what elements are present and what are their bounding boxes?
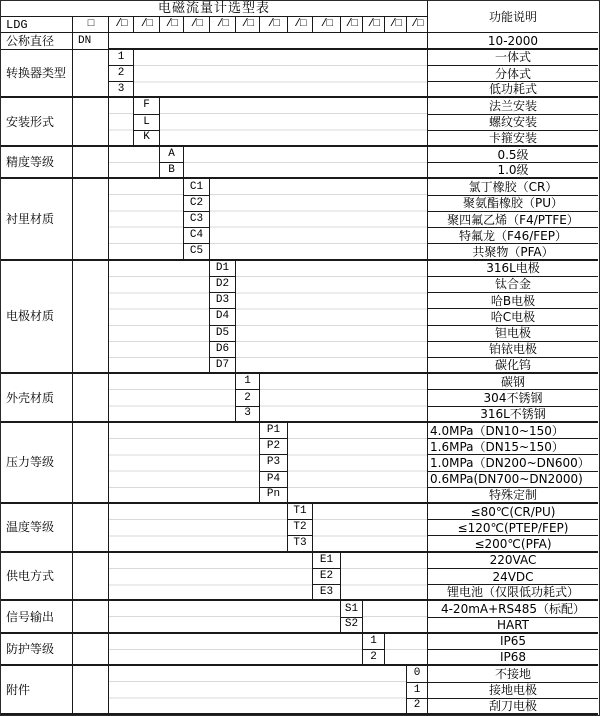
desc-cell: 1.0级 — [428, 163, 598, 179]
code-cell: P2 — [260, 439, 288, 455]
filler-left — [109, 147, 160, 179]
dn-column-filler — [73, 50, 109, 99]
model-slot-cell: /□ — [134, 17, 160, 33]
desc-cell: 24VDC — [428, 569, 598, 585]
desc-cell: 卡箍安装 — [428, 131, 598, 147]
desc-cell: 分体式 — [428, 66, 598, 82]
dn-column-filler — [73, 98, 109, 147]
desc-cell: 法兰安装 — [428, 98, 598, 114]
code-cell: 2 — [363, 650, 385, 666]
code-cell: 1 — [236, 374, 260, 390]
desc-cell: 316L不锈钢 — [428, 407, 598, 423]
desc-cell: 钽电极 — [428, 326, 598, 342]
category-label: 电极材质 — [1, 261, 73, 375]
model-slot-cell: /□ — [160, 17, 184, 33]
code-cell: 1 — [109, 50, 134, 66]
dn-span-filler — [109, 33, 428, 49]
code-cell: D1 — [210, 261, 236, 277]
desc-cell: IP65 — [428, 634, 598, 650]
category-label: 安装形式 — [1, 98, 73, 147]
dn-desc: 10-2000 — [428, 33, 598, 49]
code-cell: D7 — [210, 358, 236, 374]
category-label: 精度等级 — [1, 147, 73, 179]
desc-cell: 接地电极 — [428, 683, 598, 699]
filler-right — [385, 634, 428, 666]
desc-cell: HART — [428, 618, 598, 634]
dn-column-filler — [73, 423, 109, 504]
desc-cell: 碳钢 — [428, 374, 598, 390]
desc-cell: 4.0MPa（DN10~150） — [428, 423, 598, 439]
desc-cell: ≤80℃(CR/PU) — [428, 504, 598, 520]
code-cell: D3 — [210, 293, 236, 309]
category-label: 供电方式 — [1, 553, 73, 602]
function-column-header: 功能说明 — [428, 1, 598, 33]
dn-column-filler — [73, 147, 109, 179]
filler-left — [109, 553, 313, 602]
code-cell: D2 — [210, 277, 236, 293]
desc-cell: 螺纹安装 — [428, 115, 598, 131]
category-label: 转换器类型 — [1, 50, 73, 99]
code-cell: C5 — [184, 244, 210, 260]
filler-right — [363, 601, 428, 633]
code-cell: S2 — [341, 618, 363, 634]
code-cell: 2 — [236, 390, 260, 406]
desc-cell: 刮刀电极 — [428, 699, 598, 715]
code-cell: T3 — [288, 536, 313, 552]
desc-cell: 一体式 — [428, 50, 598, 66]
code-cell: E3 — [313, 585, 341, 601]
filler-right — [341, 553, 428, 602]
filler-left — [109, 504, 288, 553]
desc-cell: IP68 — [428, 650, 598, 666]
desc-cell: 铂铱电极 — [428, 342, 598, 358]
filler-left — [109, 98, 134, 147]
filler-right — [260, 374, 428, 423]
filler-left — [109, 261, 210, 375]
code-cell: C1 — [184, 179, 210, 195]
filler-right — [134, 50, 428, 99]
code-cell: K — [134, 131, 160, 147]
code-cell: D5 — [210, 326, 236, 342]
filler-left — [109, 374, 236, 423]
model-slot-cell: /□ — [363, 17, 385, 33]
category-label: 衬里材质 — [1, 179, 73, 260]
model-box-cell: □ — [73, 17, 109, 33]
desc-cell: 1.0MPa（DN200~DN600） — [428, 455, 598, 471]
code-cell: 1 — [363, 634, 385, 650]
dn-column-filler — [73, 601, 109, 633]
model-slot-cell: /□ — [385, 17, 407, 33]
dn-code: DN — [73, 33, 109, 49]
filler-right — [184, 147, 428, 179]
dn-column-filler — [73, 374, 109, 423]
desc-cell: 共聚物（PFA） — [428, 244, 598, 260]
table-title: 电磁流量计选型表 — [1, 1, 428, 17]
code-cell: 3 — [109, 82, 134, 98]
code-cell: 3 — [236, 407, 260, 423]
model-slot-cell: /□ — [236, 17, 260, 33]
filler-left — [109, 179, 184, 260]
code-cell: C2 — [184, 196, 210, 212]
desc-cell: ≤200℃(PFA) — [428, 536, 598, 552]
filler-right — [160, 98, 428, 147]
desc-cell: 0.6MPa(DN700~DN2000) — [428, 472, 598, 488]
desc-cell: 316L电极 — [428, 261, 598, 277]
dn-label: 公称直径 — [1, 33, 73, 49]
desc-cell: 聚氨酯橡胶（PU） — [428, 196, 598, 212]
desc-cell: 特氟龙（F46/FEP） — [428, 228, 598, 244]
model-slot-cell: /□ — [260, 17, 288, 33]
code-cell: T2 — [288, 520, 313, 536]
code-cell: E2 — [313, 569, 341, 585]
model-prefix: LDG — [1, 17, 73, 33]
code-cell: D6 — [210, 342, 236, 358]
model-slot-cell: /□ — [313, 17, 341, 33]
desc-cell: 哈B电极 — [428, 293, 598, 309]
desc-cell: 锂电池（仅限低功耗式） — [428, 585, 598, 601]
desc-cell: 不接地 — [428, 666, 598, 682]
desc-cell: ≤120℃(PTEP/FEP) — [428, 520, 598, 536]
code-cell: 1 — [407, 683, 428, 699]
dn-column-filler — [73, 179, 109, 260]
dn-column-filler — [73, 666, 109, 715]
category-label: 外壳材质 — [1, 374, 73, 423]
filler-left — [109, 666, 407, 715]
category-label: 防护等级 — [1, 634, 73, 666]
desc-cell: 钛合金 — [428, 277, 598, 293]
dn-column-filler — [73, 504, 109, 553]
code-cell: A — [160, 147, 184, 163]
desc-cell: 4-20mA+RS485（标配） — [428, 601, 598, 617]
filler-left — [109, 601, 341, 633]
code-cell: S1 — [341, 601, 363, 617]
code-cell: P3 — [260, 455, 288, 471]
category-label: 附件 — [1, 666, 73, 715]
model-slot-cell: /□ — [109, 17, 134, 33]
code-cell: C3 — [184, 212, 210, 228]
dn-column-filler — [73, 553, 109, 602]
desc-cell: 1.6MPa（DN15~150） — [428, 439, 598, 455]
code-cell: F — [134, 98, 160, 114]
code-cell: T1 — [288, 504, 313, 520]
desc-cell: 特殊定制 — [428, 488, 598, 504]
model-slot-cell: /□ — [288, 17, 313, 33]
code-cell: D4 — [210, 309, 236, 325]
desc-cell: 低功耗式 — [428, 82, 598, 98]
code-cell: 2 — [109, 66, 134, 82]
filler-left — [109, 423, 260, 504]
dn-column-filler — [73, 634, 109, 666]
desc-cell: 氯丁橡胶（CR） — [428, 179, 598, 195]
model-slot-cell: /□ — [210, 17, 236, 33]
code-cell: C4 — [184, 228, 210, 244]
filler-right — [313, 504, 428, 553]
dn-column-filler — [73, 261, 109, 375]
desc-cell: 哈C电极 — [428, 309, 598, 325]
filler-right — [210, 179, 428, 260]
desc-cell: 304不锈钢 — [428, 390, 598, 406]
filler-left — [109, 634, 363, 666]
model-slot-cell: /□ — [341, 17, 363, 33]
category-label: 压力等级 — [1, 423, 73, 504]
code-cell: L — [134, 115, 160, 131]
model-slot-cell: /□ — [407, 17, 428, 33]
desc-cell: 0.5级 — [428, 147, 598, 163]
desc-cell: 聚四氟乙烯（F4/PTFE） — [428, 212, 598, 228]
filler-right — [236, 261, 428, 375]
code-cell: E1 — [313, 553, 341, 569]
code-cell: 0 — [407, 666, 428, 682]
desc-cell: 220VAC — [428, 553, 598, 569]
code-cell: B — [160, 163, 184, 179]
code-cell: 2 — [407, 699, 428, 715]
category-label: 信号输出 — [1, 601, 73, 633]
filler-right — [288, 423, 428, 504]
category-label: 温度等级 — [1, 504, 73, 553]
desc-cell: 碳化钨 — [428, 358, 598, 374]
code-cell: P1 — [260, 423, 288, 439]
code-cell: P4 — [260, 472, 288, 488]
model-slot-cell: /□ — [184, 17, 210, 33]
code-cell: Pn — [260, 488, 288, 504]
